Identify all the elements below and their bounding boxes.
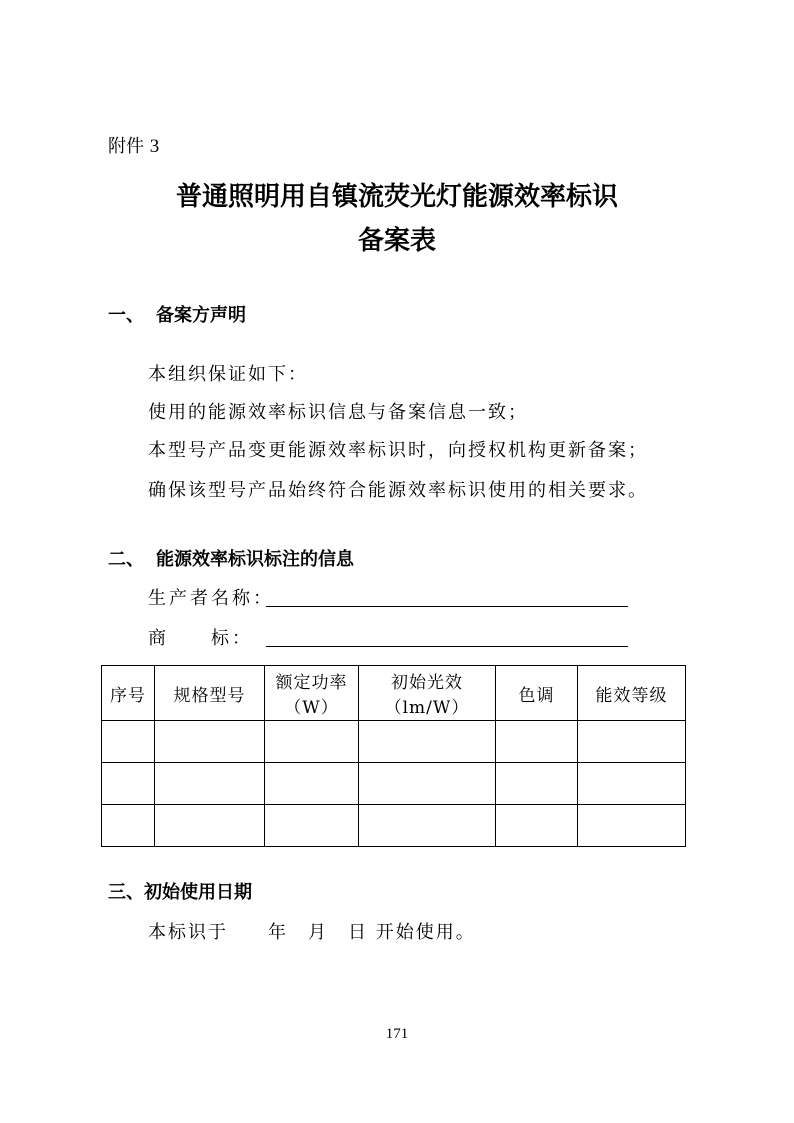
document-title: 普通照明用自镇流荧光灯能源效率标识 bbox=[175, 182, 618, 212]
annex-label bbox=[108, 132, 159, 158]
section-2-number: 二、 bbox=[108, 549, 144, 570]
table-row bbox=[102, 763, 686, 805]
table-row bbox=[102, 721, 686, 763]
declaration-line-4: 确保该型号产品始终符合能源效率标识使用的相关要求。 bbox=[148, 480, 648, 501]
table-row bbox=[102, 805, 686, 847]
page-number: 171 bbox=[385, 1026, 409, 1042]
table-cell[interactable] bbox=[359, 763, 496, 805]
section-1-heading bbox=[108, 301, 246, 327]
annex-number: 3 bbox=[149, 136, 160, 157]
table-cell[interactable] bbox=[578, 721, 686, 763]
header-serial-number: 序号 bbox=[102, 666, 155, 721]
header-color-tone: 色调 bbox=[496, 666, 578, 721]
section-1-number: 一、 bbox=[108, 305, 144, 326]
producer-name-field[interactable] bbox=[266, 606, 628, 607]
table-cell[interactable] bbox=[359, 721, 496, 763]
start-date-statement: 本标识于 年 月 日 开始使用。 bbox=[148, 922, 476, 943]
annex-text: 附件 bbox=[108, 136, 144, 157]
header-efficiency-grade: 能效等级 bbox=[578, 666, 686, 721]
header-initial-efficacy: 初始光效 （lm/W） bbox=[359, 666, 496, 721]
section-1-title: 备案方声明 bbox=[156, 305, 246, 326]
table-cell[interactable] bbox=[265, 805, 359, 847]
table-cell[interactable] bbox=[578, 805, 686, 847]
table-cell[interactable] bbox=[102, 805, 155, 847]
trademark-label: 商 标： bbox=[148, 628, 253, 649]
header-model: 规格型号 bbox=[155, 666, 265, 721]
table-cell[interactable] bbox=[155, 763, 265, 805]
table-cell[interactable] bbox=[155, 805, 265, 847]
table-cell[interactable] bbox=[102, 721, 155, 763]
energy-label-table bbox=[101, 665, 686, 847]
table-cell[interactable] bbox=[578, 763, 686, 805]
section-3-heading bbox=[108, 878, 252, 904]
table-header-row bbox=[102, 666, 686, 721]
section-3-number: 三、 bbox=[108, 882, 144, 903]
table-cell[interactable] bbox=[359, 805, 496, 847]
table-cell[interactable] bbox=[496, 805, 578, 847]
declaration-line-1: 本组织保证如下： bbox=[148, 364, 308, 385]
section-2-title: 能源效率标识标注的信息 bbox=[156, 549, 354, 570]
section-2-heading bbox=[108, 545, 354, 571]
table-cell[interactable] bbox=[496, 763, 578, 805]
declaration-line-2: 使用的能源效率标识信息与备案信息一致； bbox=[148, 402, 528, 423]
table-cell[interactable] bbox=[102, 763, 155, 805]
table-cell[interactable] bbox=[265, 763, 359, 805]
producer-name-label: 生产者名称： bbox=[148, 588, 274, 609]
table-cell[interactable] bbox=[496, 721, 578, 763]
header-rated-power: 额定功率 （W） bbox=[265, 666, 359, 721]
table-cell[interactable] bbox=[155, 721, 265, 763]
section-3-title: 初始使用日期 bbox=[144, 882, 252, 903]
table-cell[interactable] bbox=[265, 721, 359, 763]
declaration-line-3: 本型号产品变更能源效率标识时，向授权机构更新备案； bbox=[148, 440, 648, 461]
trademark-field[interactable] bbox=[266, 646, 628, 647]
document-subtitle: 备案表 bbox=[357, 226, 436, 256]
